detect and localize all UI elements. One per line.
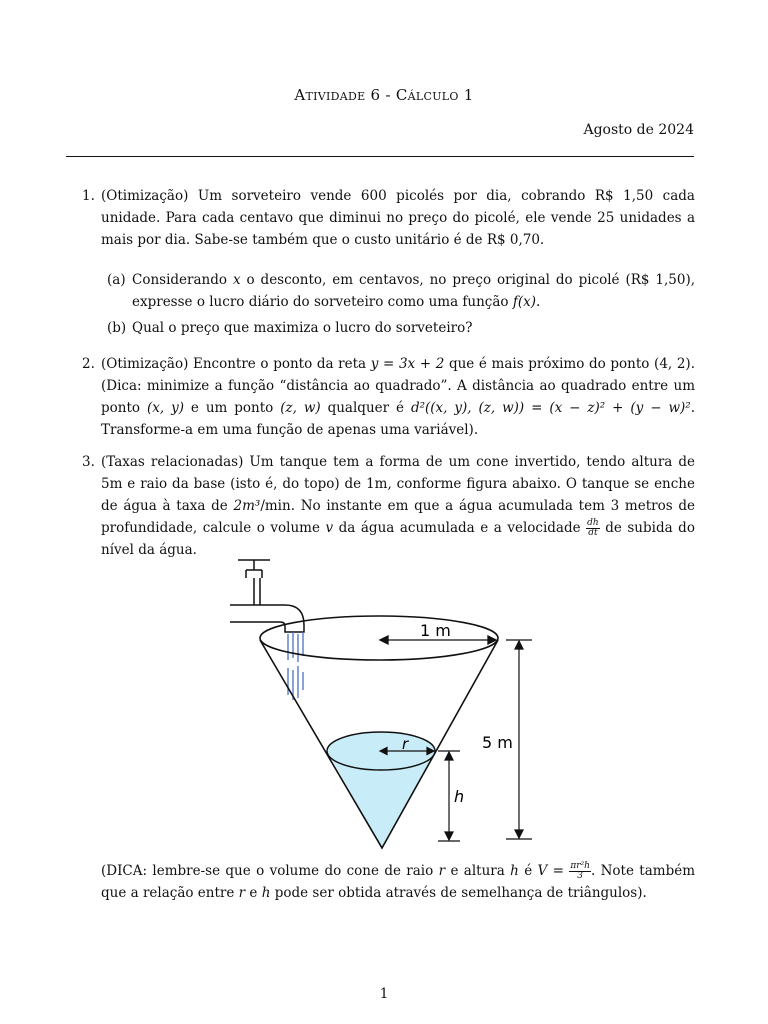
water-stream [288, 632, 303, 700]
water-radius-label: r [402, 735, 409, 753]
hint-h2: h [261, 885, 271, 901]
q3-part1: (Taxas relacionadas) Um tanque tem a forma de um cone invertido, tendo altura de 5m e raio da base (isto é, do topo) de 1m, conforme figura abaixo. O tanque se enche de água à taxa de [101, 454, 695, 514]
page-number: 1 [379, 986, 389, 1002]
q3-rate: 2m³ [233, 498, 261, 514]
hint-part1: (DICA: lembre-se que o volume do cone de raio [101, 863, 434, 879]
radius-label: 1 m [420, 621, 451, 640]
hint-fraction-denominator: 3 [577, 871, 583, 881]
q1a-label: (a) [107, 272, 126, 288]
q2-point: (4, 2) [654, 356, 691, 372]
hint-part5: e [249, 885, 258, 901]
q3-part2: /min. No instante em que a água acumulada tem 3 metros de profundidade, calcule o volume [101, 498, 696, 536]
q2-xy: (x, y) [146, 400, 184, 416]
q2-text [101, 353, 695, 441]
q2-part6: . Transforme-a em uma função de apenas uma variável). [101, 400, 695, 438]
q1a-var-x: x [232, 272, 241, 288]
document-title: Atividade 6 - Cálculo 1 [294, 86, 474, 104]
q1a-part2: o desconto, em centavos, no preço original do picolé (R$ 1,50), expresse o lucro diário do sorveteiro como uma função [132, 272, 696, 310]
hint-r: r [438, 863, 446, 879]
hint-r2: r [238, 885, 246, 901]
q3-part4: de subida do nível da água. [101, 520, 695, 558]
hint-part3: é [524, 863, 533, 879]
q1-text: (Otimização) Um sorveteiro vende 600 picolés por dia, cobrando R$ 1,50 cada unidade. Para cada centavo que diminui no preço do picolé, ele vende 25 unidades a mais por dia. Sabe-se também que o custo unitário é de R$ 0,70. [101, 188, 695, 248]
q3-text [101, 451, 695, 561]
q1-number: 1. [82, 188, 95, 204]
hint-volume-fraction [569, 862, 591, 881]
header-rule [66, 156, 694, 157]
q1b-text: Qual o preço que maximiza o lucro do sorveteiro? [132, 320, 473, 336]
q2-part1: (Otimização) Encontre o ponto da reta [101, 356, 367, 372]
cone-height-label: 5 m [482, 733, 513, 752]
q2-part4: e um ponto [190, 400, 274, 416]
hint-fraction-numerator: πr²h [570, 861, 590, 871]
hint-part2: e altura [450, 863, 505, 879]
q1a-func: f(x) [512, 294, 536, 310]
q1b-label: (b) [107, 320, 127, 336]
faucet-icon [230, 560, 304, 632]
hint-volume-symbol: V = [537, 863, 564, 879]
q3-part3: da água acumulada e a velocidade [338, 520, 581, 536]
q3-dh: dh [587, 518, 599, 528]
hint-part4: . Note também que a relação entre [101, 863, 696, 901]
q1a-text [132, 269, 695, 313]
q2-number: 2. [82, 356, 95, 372]
q2-part5: qualquer é [327, 400, 404, 416]
cone-top-rim [260, 616, 498, 660]
document-date: Agosto de 2024 [583, 122, 694, 138]
hint-h: h [510, 863, 519, 879]
cone-tank-figure [230, 550, 540, 850]
q2-line-eq: y = 3x + 2 [370, 356, 445, 372]
q2-distance-formula: d²((x, y), (z, w)) = (x − z)² + (y − w)² [410, 400, 691, 416]
hint-text [101, 860, 695, 904]
q3-number: 3. [82, 454, 95, 470]
q1a-end: . [536, 294, 541, 310]
q1a-part1: Considerando [132, 272, 227, 288]
q3-derivative-fraction [586, 519, 600, 538]
q2-zw: (z, w) [280, 400, 321, 416]
q3-var-v: v [325, 520, 334, 536]
q3-dt: dt [588, 528, 598, 538]
q2-part2: que é mais próximo do ponto [448, 356, 650, 372]
hint-part6: pode ser obtida através de semelhança de triângulos). [274, 885, 647, 901]
water-height-label: h [454, 787, 465, 806]
q2-part3: . (Dica: minimize a função “distância ao quadrado”. A distância ao quadrado entre um ponto [101, 356, 695, 416]
